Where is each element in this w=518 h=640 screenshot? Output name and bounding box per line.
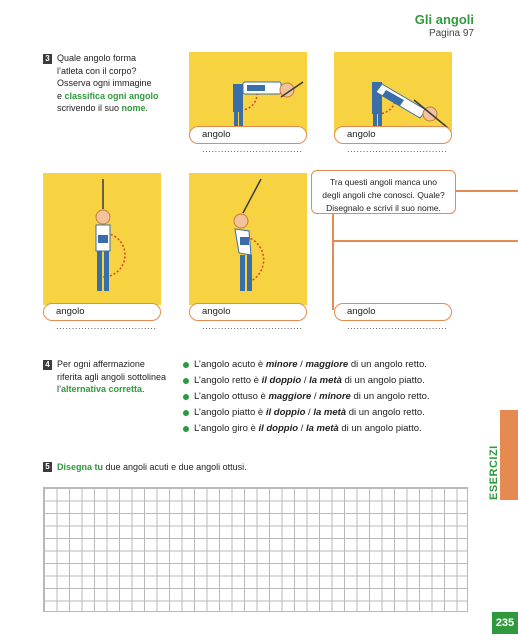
connector-line (456, 190, 518, 192)
answer-dots: ................................ (202, 321, 303, 332)
instruction-line: l’atleta con il corpo? (57, 65, 137, 76)
answer-label: angolo (347, 129, 376, 140)
option-2[interactable]: la metà (313, 407, 347, 418)
option-separator: / (305, 407, 314, 418)
option-separator: / (298, 423, 306, 434)
instruction-line: riferita agli angoli sottolinea (57, 371, 167, 382)
instruction-line: scrivendo il suo (57, 103, 122, 113)
answer-field-1[interactable] (189, 126, 307, 155)
instruction-line: e (57, 90, 65, 101)
statement-text: L’angolo piatto è (194, 407, 266, 418)
answer-dots: ................................ (347, 144, 448, 155)
instruction-keyword: alternativa corretta (61, 384, 143, 394)
answer-dots: ................................ (347, 321, 448, 332)
bubble-line: Tra questi angoli manca uno (330, 177, 437, 187)
statement-text: di un angolo retto. (348, 359, 427, 370)
punctuation: . (142, 384, 145, 394)
punctuation: . (145, 103, 149, 113)
option-1[interactable]: il doppio (258, 423, 299, 434)
section-tab (500, 410, 518, 500)
statement-item (183, 421, 430, 437)
athlete-illustration-4 (189, 173, 307, 305)
athlete-illustration-3 (43, 173, 161, 305)
drawing-grid[interactable] (43, 487, 468, 612)
option-separator: / (311, 391, 320, 402)
speech-bubble (311, 170, 456, 214)
bullet-icon (183, 426, 189, 432)
exercise-3-instructions (57, 52, 177, 115)
bubble-line: Disegnalo e scrivi il suo nome. (326, 203, 441, 213)
answer-field-3[interactable] (43, 303, 161, 332)
instruction-line: Osserva ogni immagine (57, 78, 152, 88)
exercise-3-number: 3 (43, 54, 52, 64)
option-1[interactable]: minore (265, 359, 298, 370)
answer-label: angolo (56, 306, 85, 317)
statement-item (183, 389, 430, 405)
option-separator: / (301, 375, 310, 386)
option-1[interactable]: maggiore (268, 391, 312, 402)
connector-line (332, 214, 334, 310)
bullet-icon (183, 362, 189, 368)
section-tab-label: ESERCIZI (488, 445, 500, 500)
statement-text: L’angolo retto è (194, 375, 262, 386)
statement-item (183, 405, 430, 421)
statement-text: L’angolo giro è (194, 423, 259, 434)
answer-label: angolo (202, 306, 231, 317)
answer-field-4[interactable] (189, 303, 307, 332)
athlete-illustration-1 (189, 52, 307, 134)
athlete-illustration-2 (334, 52, 452, 134)
exercise-5-number: 5 (43, 462, 52, 472)
instruction-line: l’ (57, 384, 61, 394)
statement-text: di un angolo piatto. (338, 423, 422, 434)
answer-dots: ................................ (56, 321, 157, 332)
page-number: 235 (492, 612, 518, 634)
exercise-5-instructions (57, 461, 247, 474)
bullet-icon (183, 410, 189, 416)
bullet-icon (183, 378, 189, 384)
instruction-line: Quale angolo forma (57, 53, 137, 63)
connector-line (332, 240, 518, 242)
answer-field-5[interactable] (334, 303, 452, 332)
athlete-leaning-arm-up (189, 173, 307, 305)
bubble-line: degli angoli che conosci. Quale? (322, 190, 445, 200)
bullet-icon (183, 394, 189, 400)
statement-list (183, 357, 430, 437)
option-2[interactable]: maggiore (305, 359, 349, 370)
statement-text: di un angolo piatto. (341, 375, 425, 386)
instruction-line: due angoli acuti e due angoli ottusi. (103, 462, 247, 472)
exercise-4-number: 4 (43, 360, 52, 370)
answer-field-2[interactable] (334, 126, 452, 155)
statement-text: L’angolo acuto è (194, 359, 266, 370)
instruction-keyword: Disegna tu (57, 462, 104, 472)
athlete-standing-arm-up (43, 173, 161, 305)
page-reference: Pagina 97 (428, 28, 474, 39)
option-separator: / (297, 359, 306, 370)
instruction-line: Per ogni affermazione (57, 359, 145, 369)
athlete-bending-figure (334, 52, 452, 134)
statement-text: di un angolo retto. (346, 407, 425, 418)
statement-item (183, 357, 430, 373)
exercise-4-instructions (57, 358, 177, 396)
statement-item (183, 373, 430, 389)
option-2[interactable]: la metà (305, 423, 339, 434)
answer-label: angolo (202, 129, 231, 140)
statement-text: L’angolo ottuso è (194, 391, 269, 402)
answer-dots: ................................ (202, 144, 303, 155)
answer-label: angolo (347, 306, 376, 317)
athlete-bending-figure (189, 52, 307, 134)
option-1[interactable]: il doppio (261, 375, 302, 386)
instruction-keyword: classifica ogni angolo (64, 90, 159, 101)
statement-text: di un angolo retto. (350, 391, 430, 402)
option-2[interactable]: minore (319, 391, 351, 402)
instruction-keyword: nome (121, 103, 146, 113)
chapter-title: Gli angoli (414, 12, 474, 27)
option-2[interactable]: la metà (309, 375, 342, 386)
option-1[interactable]: il doppio (265, 407, 306, 418)
